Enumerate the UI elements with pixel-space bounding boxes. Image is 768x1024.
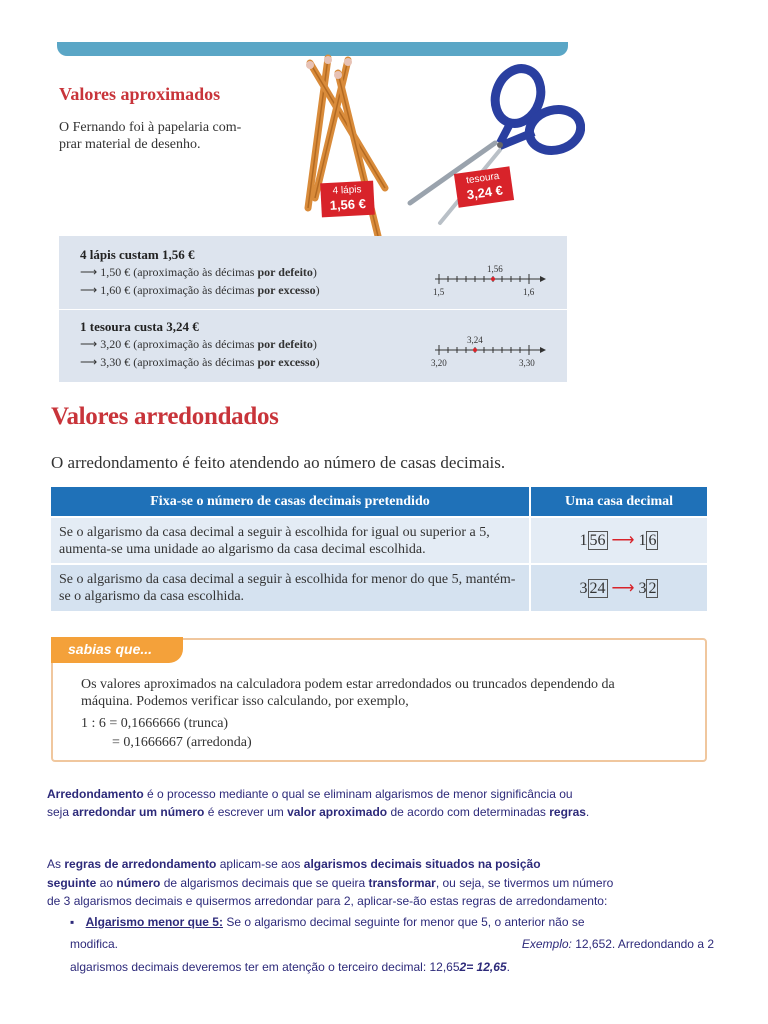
table-header-example: Uma casa decimal (530, 487, 707, 517)
paragraph-arredondamento-2: seja arredondar um número é escrever um valor aproximado de acordo com determinadas regras. (47, 805, 590, 819)
lapis-excesso-line: ⟶ 1,60 € (aproximação às décimas por excesso) (80, 283, 320, 297)
axis-left-label: 3,20 (431, 358, 447, 368)
tag-label: tesoura (465, 170, 501, 187)
rule-text: Se o algarismo da casa decimal a seguir à escolhida for igual ou superior a 5, aumenta-se uma unidade ao algarismo da casa decimal escolhida. (51, 517, 530, 564)
bullet-line-3: algarismos decimais deveremos ter em atenção o terceiro decimal: 12,652= 12,65. (70, 960, 510, 974)
rounding-intro: O arredondamento é feito atendendo ao número de casas decimais. (51, 453, 506, 472)
price-tag-lapis (320, 181, 375, 218)
table-row (51, 517, 707, 564)
sabias-que-label: sabias que... (68, 641, 153, 657)
tag-label: 4 lápis (332, 184, 362, 197)
tag-price: 1,56 € (329, 196, 367, 213)
bullet-icon: ▪ (70, 915, 75, 929)
rule-example: 3 24 ⟶ 3 2 (530, 564, 707, 611)
bullet-line-1: ▪ Algarismo menor que 5: Se o algarismo decimal seguinte for menor que 5, o anterior não se (70, 915, 585, 929)
bullet-line-2: modifica. Exemplo: 12,652. Arredondando a 2 (70, 937, 714, 951)
tesoura-defeito-line: ⟶ 3,20 € (aproximação às décimas por defeito) (80, 337, 317, 351)
paragraph-arredondamento-1: Arredondamento é o processo mediante o qual se eliminam algarismos de menor significância ou (47, 787, 573, 801)
lapis-defeito-line: ⟶ 1,50 € (aproximação às décimas por defeito) (80, 265, 317, 279)
paragraph-regras-3: de 3 algarismos decimais e quisermos arredondar para 2, aplicar-se-ão estas regras de arredondamento: (47, 894, 608, 908)
tesoura-excesso-line: ⟶ 3,30 € (aproximação às décimas por excesso) (80, 355, 320, 369)
sabias-line-1: Os valores aproximados na calculadora podem estar arredondados ou truncados dependendo da (81, 677, 615, 692)
axis-mark-label: 1,56 (487, 264, 503, 274)
paragraph-regras-2: seguinte ao número de algarismos decimais que se queira transformar, ou seja, se tivermos um número (47, 876, 614, 890)
table-header-rule: Fixa-se o número de casas decimais pretendido (51, 487, 530, 517)
axis-left-label: 1,5 (433, 287, 445, 297)
sabias-line-2: máquina. Podemos verificar isso calculando, por exemplo, (81, 694, 409, 709)
rule-example: 1 56 ⟶ 1 6 (530, 517, 707, 564)
tag-price: 3,24 € (465, 182, 504, 203)
number-line-tesoura (425, 333, 550, 373)
section-title-aproximados: Valores aproximados (59, 84, 221, 104)
axis-right-label: 3,30 (519, 358, 535, 368)
section-title-arredondados: Valores arredondados (51, 403, 279, 430)
story-line-2: prar material de desenho. (59, 137, 201, 152)
story-line-1: O Fernando foi à papelaria com- (59, 120, 242, 135)
axis-mark-label: 3,24 (467, 335, 483, 345)
rule-text: Se o algarismo da casa decimal a seguir à escolhida for menor do que 5, mantém-se o algarismo da casa escolhida. (51, 564, 530, 611)
axis-right-label: 1,6 (523, 287, 535, 297)
lapis-title: 4 lápis custam 1,56 € (80, 247, 195, 262)
arrow-icon: ⟶ (611, 579, 635, 597)
divider (59, 309, 567, 310)
sabias-line-3: 1 : 6 = 0,1666666 (trunca) (81, 716, 229, 731)
sabias-line-4: = 0,1666667 (arredonda) (112, 735, 252, 750)
table-row (51, 564, 707, 611)
paragraph-regras-1: As regras de arredondamento aplicam-se aos algarismos decimais situados na posição (47, 857, 541, 871)
number-line-lapis (425, 262, 550, 302)
rounding-rules-table (51, 487, 707, 611)
tesoura-title: 1 tesoura custa 3,24 € (80, 319, 199, 334)
arrow-icon: ⟶ (611, 532, 635, 549)
